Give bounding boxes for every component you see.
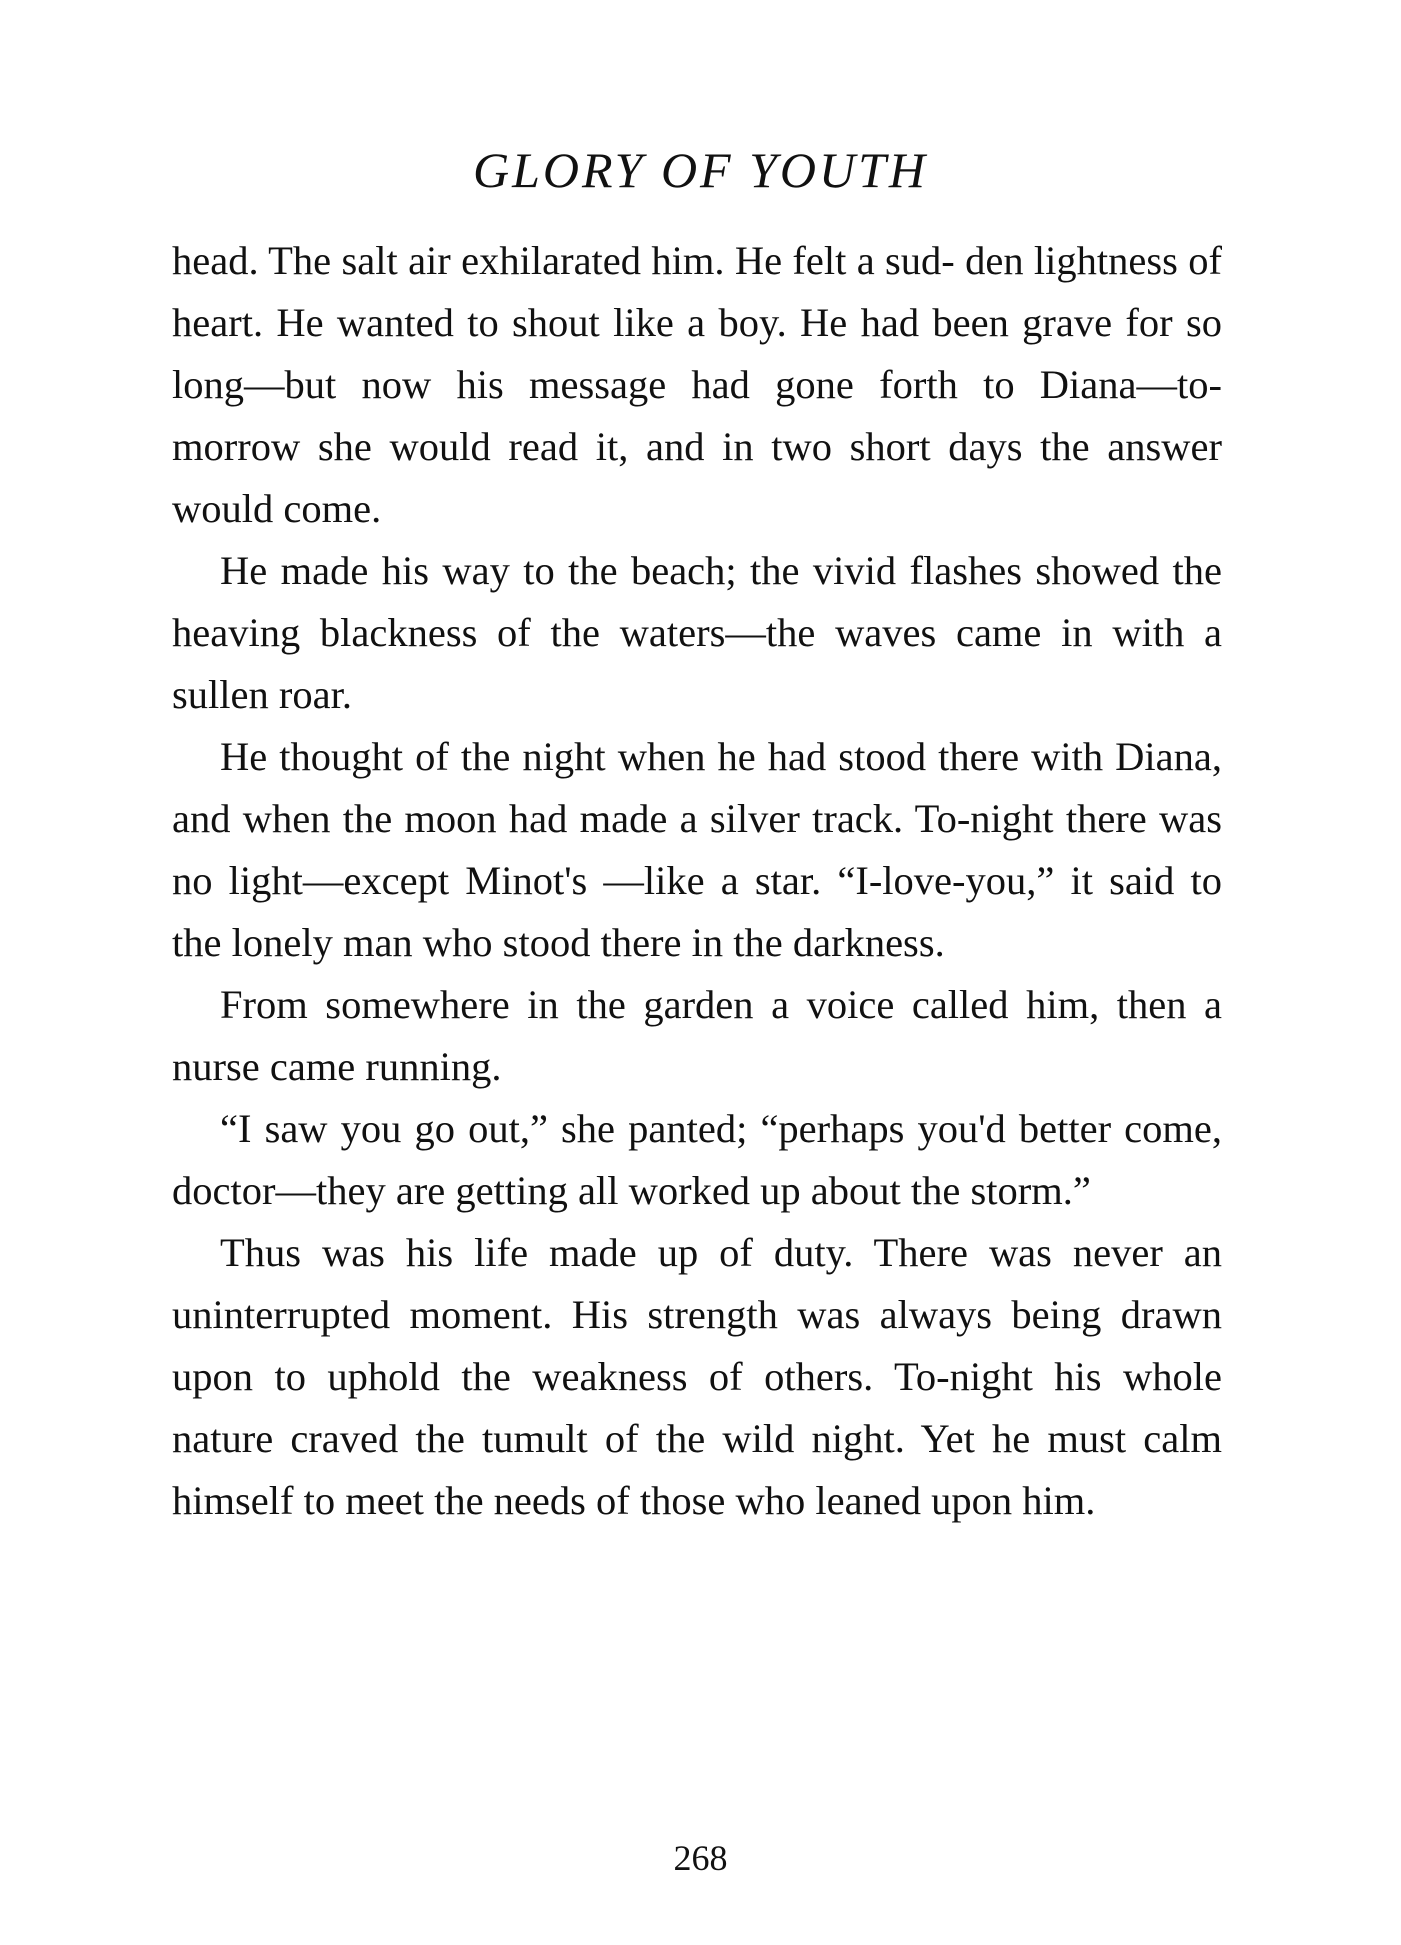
paragraph-1: head. The salt air exhilarated him. He felt a sud- den lightness of heart. He wanted to shout like a boy. He had been grave for so long—but now his message had gone forth to Diana—to-morrow she would read it, and in two short days the answer would come.	[172, 238, 1222, 531]
paragraph-5: “I saw you go out,” she panted; “perhaps you'd better come, doctor—they are getting all worked up about the storm.”	[172, 1106, 1222, 1213]
running-title: GLORY OF YOUTH	[472, 142, 929, 198]
paragraph-3: He thought of the night when he had stood there with Diana, and when the moon had made a silver track. To-night there was no light—except Minot's —like a star. “I-love-you,” it said to the lonely man who stood there in the darkness.	[172, 734, 1222, 965]
body-text	[172, 230, 1222, 1532]
page-number: 268	[673, 1838, 728, 1878]
paragraph-2: He made his way to the beach; the vivid flashes showed the heaving blackness of the waters—the waves came in with a sullen roar.	[172, 548, 1222, 717]
paragraph-6: Thus was his life made up of duty. There was never an uninterrupted moment. His strength was always being drawn upon to uphold the weakness of others. To-night his whole nature craved the tumult of the wild night. Yet he must calm himself to meet the needs of those who leaned upon him.	[172, 1230, 1222, 1523]
paragraph-4: From somewhere in the garden a voice called him, then a nurse came running.	[172, 982, 1222, 1089]
